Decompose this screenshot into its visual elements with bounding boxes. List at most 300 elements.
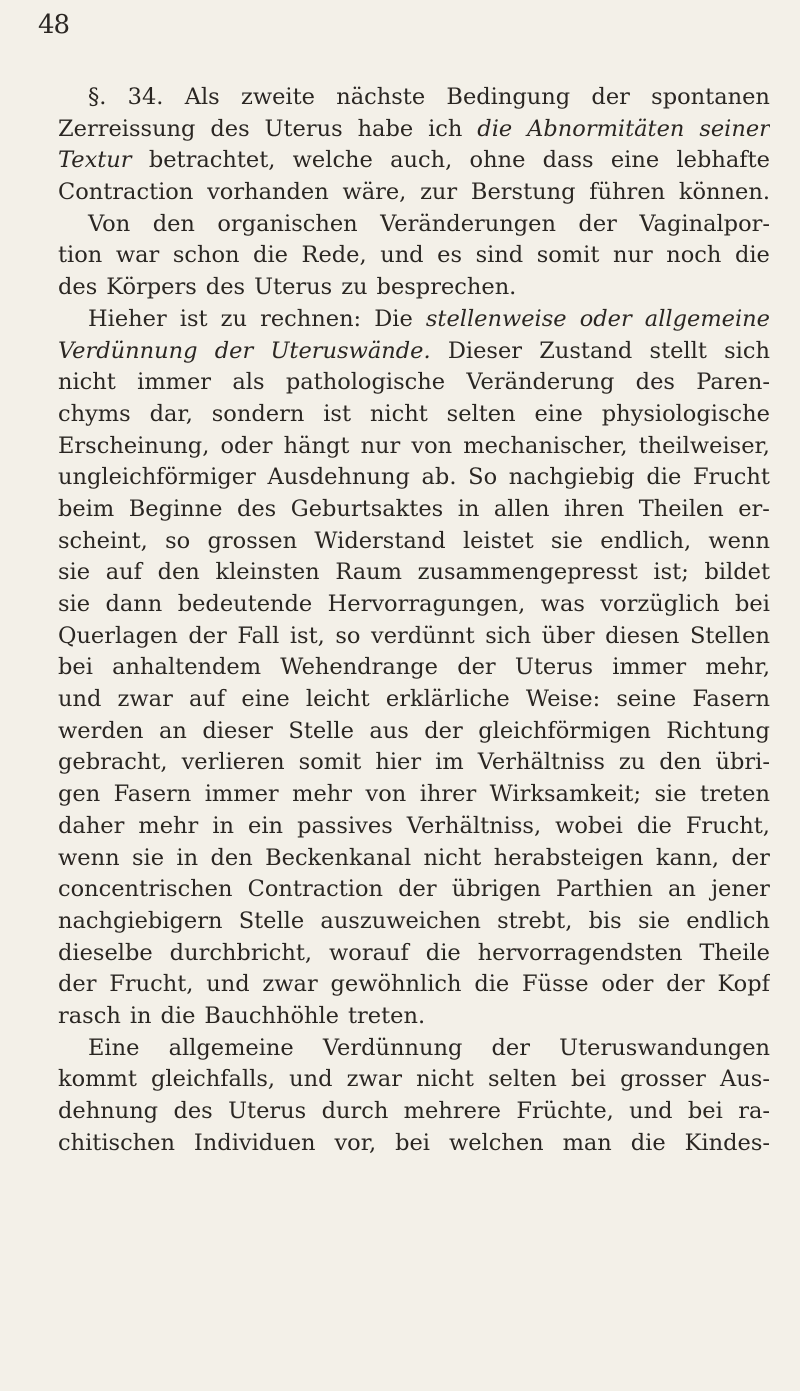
word: selten: [446, 400, 516, 427]
word: betrachtet,: [148, 147, 276, 174]
word: Wehendrange: [280, 654, 438, 681]
word: sich: [485, 622, 532, 649]
word: Verdünnung: [58, 337, 198, 364]
word: Rede,: [301, 242, 367, 269]
word: welchen: [448, 1129, 544, 1156]
word: Stellen: [689, 622, 770, 649]
word: ra-: [738, 1098, 770, 1124]
word: Verhältniss,: [406, 812, 542, 839]
word: Erscheinung,: [58, 432, 210, 459]
word: nicht: [423, 844, 482, 871]
text-line: [58, 1033, 770, 1065]
word: Uterus: [228, 1098, 307, 1124]
word: in: [457, 495, 480, 522]
word: werden: [58, 717, 144, 744]
word: endlich,: [600, 527, 692, 554]
word: spontanen: [651, 84, 770, 110]
text-line: [58, 969, 770, 1001]
text-line: [58, 557, 770, 589]
word: Textur: [58, 147, 132, 174]
word: mehr: [138, 812, 199, 839]
word: des: [210, 115, 250, 142]
word: vorzüglich: [600, 591, 720, 617]
word: und: [206, 971, 250, 998]
word: eine: [241, 686, 290, 713]
word: Weise:: [525, 686, 601, 713]
word: der: [731, 844, 770, 871]
word: rasch: [58, 1002, 121, 1029]
word: Wirksamkeit;: [489, 781, 642, 808]
text-line: [58, 367, 770, 399]
word: Uterus: [264, 115, 343, 142]
word: leistet: [462, 527, 534, 554]
word: bei: [571, 1066, 606, 1093]
word: Frucht,: [685, 812, 770, 839]
word: treten: [700, 781, 770, 808]
word: Hervorragungen,: [327, 591, 526, 617]
word: selten: [488, 1066, 557, 1093]
word: die: [160, 1002, 196, 1029]
word: dehnung: [58, 1098, 159, 1124]
text-line: [58, 240, 770, 272]
word: durchbricht,: [169, 939, 313, 966]
word: anhaltendem: [112, 654, 262, 681]
word: leicht: [305, 686, 370, 713]
word: bei: [58, 654, 93, 681]
word: zusammengepresst: [417, 559, 638, 586]
word: den: [152, 210, 195, 237]
word: und: [289, 1066, 333, 1093]
word: Kopf: [717, 971, 770, 998]
word: besprechen.: [376, 274, 517, 301]
word: bildet: [704, 559, 770, 586]
word: ist;: [653, 559, 689, 586]
word: zu: [220, 305, 248, 332]
word: Veränderung: [466, 369, 615, 396]
word: Vaginalpor-: [639, 210, 770, 237]
word: 34.: [127, 84, 164, 110]
word: ist,: [289, 622, 325, 649]
word: wobei: [555, 812, 623, 839]
word: er-: [738, 495, 770, 522]
word: den: [157, 559, 200, 586]
word: allen: [493, 495, 550, 522]
word: oder: [601, 971, 654, 998]
word: der: [214, 337, 254, 364]
text-line: [58, 177, 770, 209]
word: physiologische: [601, 400, 770, 427]
word: auf: [189, 686, 226, 713]
word: des: [236, 495, 277, 522]
word: herabsteigen: [493, 844, 644, 871]
word: Ausdehnung: [267, 464, 410, 491]
word: sie: [637, 907, 671, 934]
word: mehr: [292, 781, 353, 808]
word: eine: [534, 400, 583, 427]
word: Uteruswände.: [270, 337, 431, 364]
word: Zerreissung: [58, 115, 196, 142]
word: in: [212, 812, 235, 839]
word: Stelle: [288, 717, 354, 744]
word: seine: [616, 686, 677, 713]
text-line: [58, 1096, 770, 1128]
word: gleichfalls,: [151, 1066, 276, 1093]
word: chitischen: [58, 1129, 175, 1156]
word: dieser: [202, 717, 273, 744]
word: nur: [612, 242, 653, 269]
word: eine: [610, 147, 660, 174]
word: concentrischen: [58, 876, 233, 903]
text-line: [58, 304, 770, 336]
word: Bauchhöhle: [204, 1002, 339, 1029]
word: Zustand: [539, 337, 633, 364]
word: Theilen: [638, 495, 724, 522]
word: Richtung: [666, 717, 770, 744]
word: ist: [179, 305, 208, 332]
word: Contraction: [58, 179, 194, 206]
word: im: [435, 749, 464, 776]
word: zur: [420, 179, 458, 206]
text-line: [58, 1128, 770, 1160]
word: Abnormitäten: [527, 115, 685, 142]
word: es: [437, 242, 463, 269]
word: kann,: [655, 844, 720, 871]
word: die: [630, 1129, 666, 1156]
word: Verhältniss: [477, 749, 605, 776]
word: zwar: [262, 971, 318, 998]
word: schon: [172, 242, 240, 269]
word: mechanischer,: [463, 432, 628, 459]
word: dass: [542, 147, 594, 174]
word: der: [491, 1034, 530, 1061]
word: Verdünnung: [322, 1034, 463, 1061]
word: Querlagen: [58, 622, 178, 649]
word: scheint,: [58, 527, 148, 554]
word: sind: [475, 242, 524, 269]
text-line: [58, 209, 770, 241]
text-line: [58, 399, 770, 431]
word: Individuen: [193, 1129, 316, 1156]
word: nur: [360, 432, 401, 459]
word: wenn: [708, 527, 770, 554]
word: Fasern: [113, 781, 192, 808]
word: der: [188, 622, 227, 649]
word: auszuweichen: [320, 907, 481, 934]
word: allgemeine: [168, 1034, 294, 1061]
text-line: [58, 526, 770, 558]
word: stellt: [649, 337, 707, 364]
word: gebracht,: [58, 749, 168, 776]
word: an: [159, 717, 187, 744]
text-line: [58, 336, 770, 368]
word: ist: [323, 400, 352, 427]
word: in: [176, 844, 199, 871]
word: die: [636, 812, 672, 839]
word: Geburtsaktes: [290, 495, 444, 522]
word: Frucht: [692, 464, 770, 491]
word: die: [253, 242, 288, 269]
word: nicht: [416, 1066, 474, 1093]
word: mehr,: [705, 654, 770, 681]
word: der: [578, 210, 617, 237]
word: die: [646, 464, 682, 491]
word: Von: [88, 210, 131, 237]
word: gleichförmigen: [478, 717, 651, 744]
word: man: [562, 1129, 612, 1156]
word: Parthien: [556, 876, 653, 903]
text-line: [58, 431, 770, 463]
word: vorhanden: [207, 179, 329, 206]
word: ab.: [421, 464, 457, 491]
word: ungleichförmiger: [58, 464, 256, 491]
word: zwar: [117, 686, 173, 713]
word: Körpers: [106, 274, 197, 301]
word: Bedingung: [446, 84, 571, 110]
word: Stelle: [238, 907, 305, 934]
text-line: [58, 494, 770, 526]
word: so: [165, 527, 191, 554]
word: allgemeine: [644, 305, 770, 332]
word: ihren: [563, 495, 625, 522]
word: der: [58, 971, 97, 998]
word: so: [335, 622, 361, 649]
word: jener: [711, 876, 770, 903]
word: treten.: [348, 1002, 426, 1029]
word: nicht: [58, 369, 116, 396]
word: wenn: [58, 844, 120, 871]
word: Kindes-: [684, 1129, 770, 1156]
body-text: [58, 82, 770, 1159]
text-line: [58, 589, 770, 621]
word: welche: [292, 147, 373, 174]
word: über: [541, 622, 595, 649]
word: chyms: [58, 400, 131, 427]
word: nachgiebigern: [58, 907, 223, 934]
word: immer: [137, 369, 212, 396]
word: Theile: [699, 939, 770, 966]
word: bis: [588, 907, 622, 934]
word: mehrere: [403, 1098, 501, 1124]
word: auf: [105, 559, 142, 586]
word: Frucht,: [109, 971, 194, 998]
word: grosser: [620, 1066, 706, 1093]
word: Hieher: [88, 305, 167, 332]
word: daher: [58, 812, 125, 839]
word: Füsse: [522, 971, 589, 998]
word: Widerstand: [314, 527, 446, 554]
word: durch: [321, 1098, 389, 1124]
word: Beginne: [128, 495, 223, 522]
text-line: [58, 906, 770, 938]
word: Die: [374, 305, 413, 332]
text-line: [58, 1001, 770, 1033]
word: nachgiebig: [508, 464, 635, 491]
text-line: [58, 1064, 770, 1096]
word: Fall: [237, 622, 280, 649]
word: übrigen: [451, 876, 541, 903]
word: des: [173, 1098, 213, 1124]
word: dann: [105, 591, 163, 617]
word: grossen: [207, 527, 298, 554]
word: Aus-: [720, 1066, 770, 1093]
text-line: [58, 779, 770, 811]
word: somit: [536, 242, 600, 269]
text-line: [58, 938, 770, 970]
word: bedeutende: [177, 591, 313, 617]
word: Dieser: [447, 337, 523, 364]
word: und: [629, 1098, 673, 1124]
word: verdünnt: [370, 622, 475, 649]
word: ein: [248, 812, 284, 839]
text-line: [58, 684, 770, 716]
word: kleinsten: [215, 559, 320, 586]
text-line: [58, 747, 770, 779]
word: immer: [612, 654, 687, 681]
word: als: [232, 369, 265, 396]
word: kommt: [58, 1066, 137, 1093]
word: nicht: [369, 400, 428, 427]
word: von: [365, 781, 407, 808]
word: Veränderungen: [380, 210, 556, 237]
word: Raum: [335, 559, 403, 586]
word: noch: [666, 242, 722, 269]
word: aus: [369, 717, 409, 744]
word: nächste: [336, 84, 426, 110]
word: des: [205, 274, 246, 301]
word: gen: [58, 781, 101, 808]
word: Uterus: [514, 654, 594, 681]
word: Eine: [88, 1034, 140, 1061]
word: dar,: [149, 400, 193, 427]
word: hängt: [283, 432, 350, 459]
word: führen: [589, 179, 666, 206]
word: §.: [88, 84, 107, 110]
text-line: [58, 114, 770, 146]
word: und: [58, 686, 102, 713]
word: diesen: [605, 622, 680, 649]
word: passives: [297, 812, 393, 839]
word: auch,: [390, 147, 453, 174]
word: des: [58, 274, 98, 301]
word: Contraction: [247, 876, 383, 903]
word: bei: [395, 1129, 431, 1156]
word: der: [591, 84, 630, 110]
word: ihrer: [419, 781, 477, 808]
text-line: [58, 874, 770, 906]
word: können.: [678, 179, 770, 206]
word: des: [635, 369, 675, 396]
word: tion: [58, 242, 103, 269]
word: pathologische: [285, 369, 446, 396]
word: sondern: [211, 400, 305, 427]
word: sich: [724, 337, 770, 364]
text-line: [58, 811, 770, 843]
word: Beckenkanal: [265, 844, 412, 871]
word: der: [457, 654, 496, 681]
word: endlich: [686, 907, 770, 934]
word: war: [115, 242, 160, 269]
text-line: [58, 462, 770, 494]
word: wäre,: [342, 179, 407, 206]
word: an: [668, 876, 696, 903]
text-line: [58, 621, 770, 653]
word: was: [540, 591, 585, 617]
word: den: [659, 749, 702, 776]
word: bei: [687, 1098, 723, 1124]
word: beim: [58, 495, 115, 522]
word: zweite: [241, 84, 315, 110]
word: habe: [357, 115, 414, 142]
word: ich: [428, 115, 463, 142]
word: sie: [58, 591, 91, 617]
text-line: [58, 272, 770, 304]
word: Berstung: [470, 179, 576, 206]
word: von: [411, 432, 453, 459]
word: Fasern: [692, 686, 770, 713]
word: lebhafte: [676, 147, 770, 174]
word: organischen: [217, 210, 358, 237]
text-line: [58, 82, 770, 114]
word: Uteruswandungen: [559, 1034, 770, 1061]
word: hervorragendsten: [477, 939, 683, 966]
word: vor,: [334, 1129, 377, 1156]
word: der: [398, 876, 437, 903]
word: sie: [654, 781, 687, 808]
word: die: [734, 242, 770, 269]
word: die: [474, 971, 510, 998]
word: zu: [341, 274, 368, 301]
word: die: [425, 939, 461, 966]
word: sie: [131, 844, 165, 871]
word: Als: [184, 84, 220, 110]
word: sie: [550, 527, 583, 554]
word: strebt,: [497, 907, 573, 934]
page-number: 48: [38, 10, 70, 40]
word: worauf: [329, 939, 409, 966]
word: oder: [220, 432, 273, 459]
word: somit: [298, 749, 362, 776]
word: in: [129, 1002, 152, 1029]
word: bei: [735, 591, 770, 617]
word: hier: [375, 749, 422, 776]
word: den: [210, 844, 253, 871]
text-line: [58, 843, 770, 875]
word: Uterus: [254, 274, 333, 301]
word: und: [380, 242, 424, 269]
word: oder: [579, 305, 632, 332]
word: seiner: [699, 115, 770, 142]
word: übri-: [715, 749, 770, 776]
word: dieselbe: [58, 939, 153, 966]
text-line: [58, 145, 770, 177]
word: der: [424, 717, 463, 744]
word: immer: [204, 781, 279, 808]
word: ohne: [469, 147, 526, 174]
text-line: [58, 652, 770, 684]
word: zwar: [346, 1066, 402, 1093]
word: So: [468, 464, 498, 491]
word: zu: [618, 749, 646, 776]
word: stellenweise: [425, 305, 567, 332]
word: der: [666, 971, 705, 998]
word: theilweiser,: [638, 432, 770, 459]
word: die: [477, 115, 513, 142]
word: Paren-: [696, 369, 770, 396]
word: verlieren: [181, 749, 285, 776]
word: gewöhnlich: [330, 971, 462, 998]
text-line: [58, 716, 770, 748]
word: Früchte,: [516, 1098, 614, 1124]
